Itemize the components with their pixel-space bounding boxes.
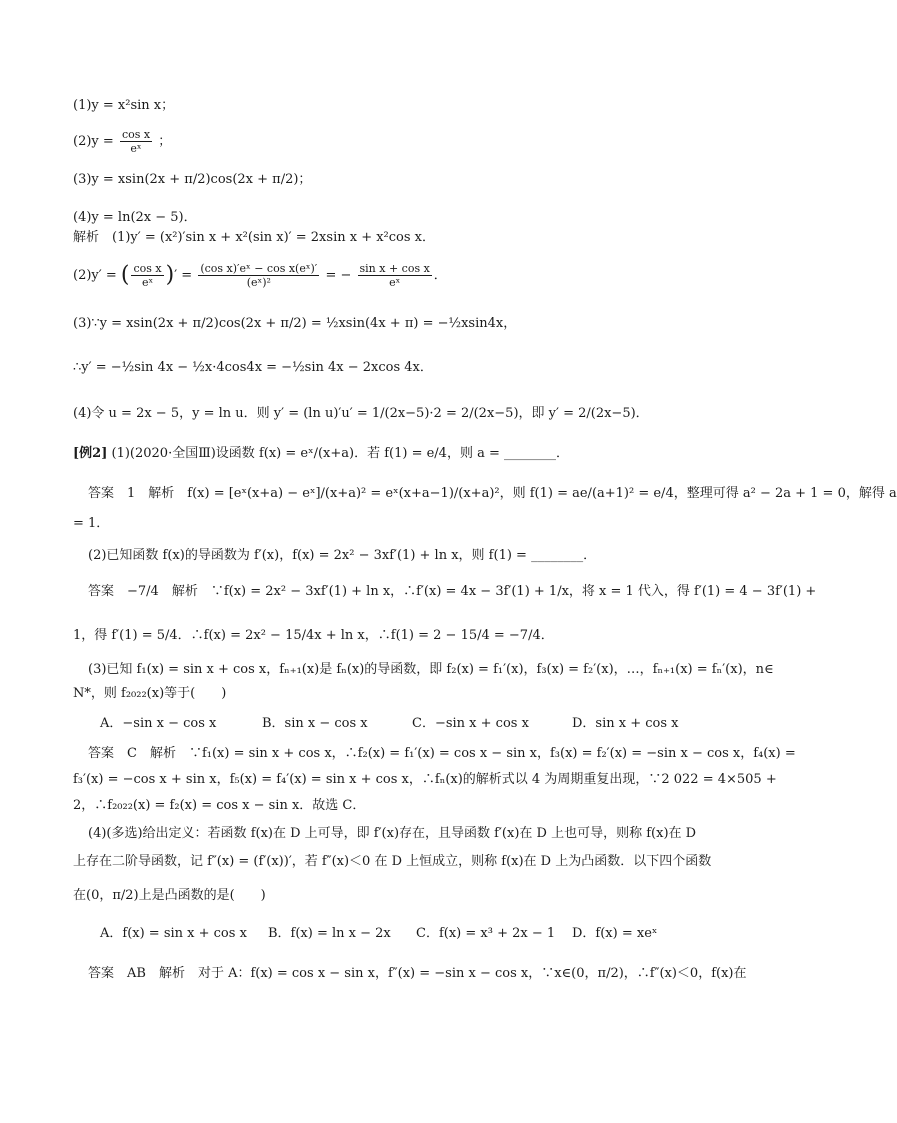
q1-item-2-fraction (120, 128, 152, 155)
solution-2-label: (2)y′ = (73, 268, 117, 283)
example-2-question-1 (73, 444, 724, 464)
q1-item-3: (3)y = xsin(2x + π/2)cos(2x + π/2)； (73, 172, 312, 187)
q3-option-d: D．sin x + cos x (572, 716, 679, 731)
solution-2-fraction-2 (198, 262, 319, 289)
fraction-denominator: (eˣ)² (246, 276, 271, 289)
q3-option-a: A．−sin x − cos x (100, 716, 217, 731)
example-2-answer-2-line-2: 1，得 f′(1) = 5/4．∴f(x) = 2x² − 15/4x + ln x，∴f(1) = 2 − 15/4 = −7/4． (73, 628, 554, 643)
example-2-question-2: (2)已知函数 f(x)的导函数为 f′(x)，f(x) = 2x² − 3xf′(1) + ln x，则 f(1) = ________． (88, 548, 597, 563)
q1-item-2-end: ； (158, 134, 172, 149)
solution-2-fraction-1 (131, 262, 163, 289)
solution-1-part-3: (3)∵y = xsin(2x + π/2)cos(2x + π/2) = ½xsin(4x + π) = −½xsin4x， (73, 316, 517, 331)
fraction-numerator: cos x (121, 128, 151, 141)
fraction-numerator: sin x + cos x (359, 262, 430, 275)
example-2-question-4-line-1: (4)(多选)给出定义：若函数 f(x)在 D 上可导，即 f′(x)存在，且导函数 f′(x)在 D 上也可导，则称 f(x)在 D (88, 826, 697, 841)
fraction-numerator: (cos x)′eˣ − cos x(eˣ)′ (200, 262, 318, 275)
solution-1-part-3b: ∴y′ = −½sin 4x − ½x·4cos4x = −½sin 4x − 2xcos 4x． (73, 360, 433, 375)
fraction-denominator: eˣ (130, 142, 142, 155)
example-2-question-3-line-2: N*，则 f₂₀₂₂(x)等于( ) (73, 686, 227, 701)
solution-1-part-4: (4)令 u = 2x − 5，y = ln u．则 y′ = (ln u)′u′ = 1/(2x−5)·2 = 2/(2x−5)，即 y′ = 2/(2x−5)． (73, 406, 649, 421)
solution-1-part-2: (2)y′ = ( $\frac{\text{cos x}}{\text{eˣ}}$ )′ = $\frac{\text{(cos x)′eˣ − cos x(eˣ)′}}{\text{(eˣ)²}}$ = − $\frac{\text{sin x + cos x}}{\text{eˣ}}$ ． (73, 262, 447, 289)
q1-item-2-label: (2)y = (73, 134, 114, 149)
example-2-answer-4-line-1: 答案 AB 解析 对于 A：f(x) = cos x − sin x，f″(x) = −sin x − cos x，∵x∈(0，π/2)，∴f″(x)＜0，f(x)在 (88, 966, 747, 981)
example-2-answer-3-line-3: 2，∴f₂₀₂₂(x) = f₂(x) = cos x − sin x．故选 C． (73, 798, 366, 813)
q1-item-1: (1)y = x²sin x； (73, 98, 175, 113)
right-paren: ) (165, 262, 175, 288)
example-2-question-4-line-3: 在(0，π/2)上是凸函数的是( ) (73, 888, 266, 903)
example-2-answer-2-line-1: 答案 −7/4 解析 ∵f(x) = 2x² − 3xf′(1) + ln x，∴f′(x) = 4x − 3f′(1) + 1/x，将 x = 1 代入，得 f′(1) = 4 − 3f′(1) + (88, 584, 817, 599)
solution-2-fraction-3 (358, 262, 432, 289)
example-2-answer-1-line-2: = 1． (73, 516, 110, 531)
example-2-answer-1-line-1: 答案 1 解析 f(x) = [eˣ(x+a) − eˣ]/(x+a)² = eˣ(x+a−1)/(x+a)²，则 f(1) = ae/(a+1)² = e/4，整理可得 a² − 2a + 1 = 0，解得 a (88, 486, 897, 501)
example-2-answer-3-line-1: 答案 C 解析 ∵f₁(x) = sin x + cos x，∴f₂(x) = f₁′(x) = cos x − sin x，f₃(x) = f₂′(x) = −sin x − cos x，f₄(x) = (88, 746, 796, 761)
fraction-numerator: cos x (133, 262, 162, 275)
example-2-q1-text: (1)(2020·全国Ⅲ)设函数 f(x) = eˣ/(x+a)．若 f(1) = e/4，则 a = ________． (111, 446, 569, 461)
q3-option-b: B．sin x − cos x (262, 716, 368, 731)
q1-item-2 (73, 128, 724, 155)
example-2-question-4-line-2: 上存在二阶导函数，记 f″(x) = (f′(x))′，若 f″(x)＜0 在 D 上恒成立，则称 f(x)在 D 上为凸函数．以下四个函数 (73, 854, 712, 869)
example-tag: [例2] (73, 446, 108, 461)
solution-1-part-1: 解析 (1)y′ = (x²)′sin x + x²(sin x)′ = 2xsin x + x²cos x． (73, 230, 436, 245)
fraction-denominator: eˣ (141, 276, 154, 289)
fraction-denominator: eˣ (389, 276, 401, 289)
q4-option-d: D．f(x) = xeˣ (572, 926, 658, 941)
q4-option-b: B．f(x) = ln x − 2x (268, 926, 391, 941)
q1-item-4: (4)y = ln(2x − 5)． (73, 210, 197, 225)
q3-option-c: C．−sin x + cos x (412, 716, 529, 731)
example-2-question-3-line-1: (3)已知 f₁(x) = sin x + cos x，fₙ₊₁(x)是 fₙ(x)的导函数，即 f₂(x) = f₁′(x)，f₃(x) = f₂′(x)，…，fₙ₊₁(x) = fₙ′(x)，n∈ (88, 662, 774, 677)
q4-option-c: C．f(x) = x³ + 2x − 1 (416, 926, 556, 941)
left-paren: ( (120, 262, 130, 288)
q4-option-a: A．f(x) = sin x + cos x (100, 926, 247, 941)
example-2-answer-3-line-2: f₃′(x) = −cos x + sin x，f₅(x) = f₄′(x) = sin x + cos x，∴fₙ(x)的解析式以 4 为周期重复出现，∵2 022 = 4×505 + (73, 772, 777, 787)
